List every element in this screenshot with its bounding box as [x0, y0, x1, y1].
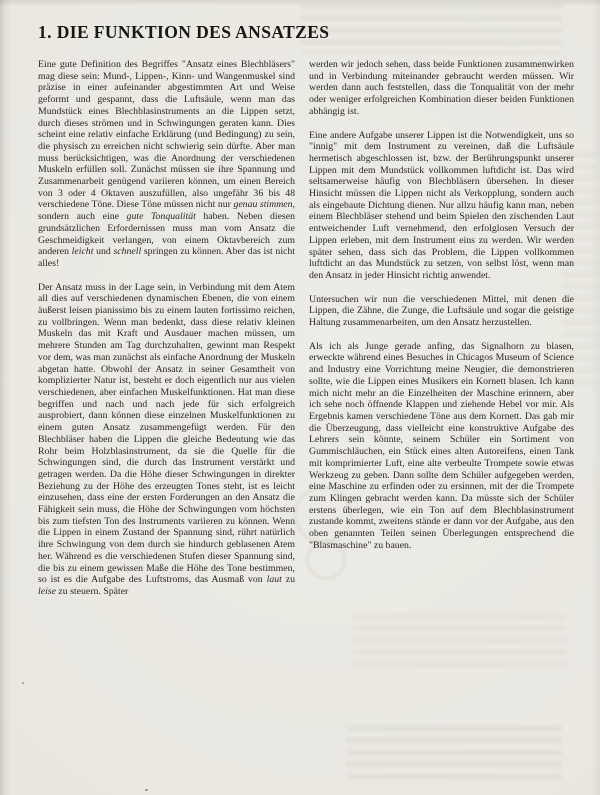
text-run: haben. Neben diesen grundsätzlichen Erfordernissen muss man vom Ansatz die Geschmeidigkeit verlangen, von einem Oktavbereich zum anderen — [38, 211, 295, 258]
scan-speck — [22, 682, 24, 684]
body-paragraph — [309, 294, 574, 329]
two-column-body — [38, 59, 574, 598]
scan-speck — [145, 789, 148, 791]
text-run: Als ich als Junge gerade anfing, das Signalhorn zu blasen, erweckte während eines Besuches in Chicagos Museum of Science and Industry eine Vorrichtung meine Neugier, die demonstrieren sollte, wie die Lippen eines Musikers ein Kornett blasen. Ich kann mich nicht mehr an die Einzelheiten der Maschine erinnern, aber ich sehe noch öffnende Klappen und ziehende Hebel vor mir. Als Ergebnis kamen verschiedene Töne aus dem Kornett. Das gab mir die Überzeugung, dass vielleicht eine konstruktive Aufgabe des Lehrers sein könnte, seinem Schüler ein Sortiment von Gummischläuchen, ein Stück eines alten Autoreifens, einen Tank mit komprimierter Luft, eine alte verbeulte Trompete sowie etwas Werkzeug zu geben. Dann sollte dem Schüler aufgegeben werden, eine Maschine zu erfinden oder zu ersinnen, mit der die Trompete zum Klingen gebracht werden kann. Da müsste sich der Schüler erstens überlegen, wie ein Ton auf dem Blechblasinstrument zustande kommt, zweitens stände er dann vor der Aufgabe, aus den oben genannten Teilen seinen Überlegungen entsprechend die "Blasmaschine" zu bauen. — [309, 340, 574, 551]
text-run: Untersuchen wir nun die verschiedenen Mittel, mit denen die Lippen, die Zähne, die Zunge, die Luftsäule und sogar die geistige Haltung zusammenarbeiten, um den Ansatz herzustellen. — [309, 293, 574, 329]
body-paragraph — [309, 341, 574, 552]
italic-text-run: genau stimmen — [233, 199, 293, 211]
bleedthrough-text-mid-right — [352, 612, 566, 668]
text-run: und — [93, 246, 114, 258]
text-column-left — [38, 59, 295, 598]
text-run: Eine gute Definition des Begriffes "Ansatz eines Blechbläsers" mag diese sein: Mund-, Lippen-, Kinn- und Wangenmuskel sind präzise in einer aufeinander abgestimmten Art und Weise geformt und gespannt, dass die Luftsäule, wenn man das Mundstück eines Blechblasinstruments an die Lippen setzt, durch dieses strömen und in Schwingungen geraten kann. Dies scheint eine relativ einfache Erklärung (und Bedingung) zu sein, die physisch zu erreichen nicht schwierig sein dürfte. Aber man muss berücksichtigen, was die Anordnung der verschiedenen Muskeln erfüllen soll. Zunächst müssen sie ihre Spannung und Zusammenarbeit genügend variieren können, um einen Bereich von 3 oder 4 Oktaven auszufüllen, also ungefähr 36 bis 48 verschiedene Töne. Diese Töne müssen nicht nur — [38, 59, 295, 211]
italic-text-run: leise — [38, 585, 56, 597]
bleedthrough-text-bottom-right — [346, 724, 562, 782]
text-run: Der Ansatz muss in der Lage sein, in Verbindung mit dem Atem all dies auf verschiedenen dynamischen Ebenen, die von einem äußerst leisen pianissimo bis zu einem lauten fortissimo reichen, zu vollbringen. Wenn man bedenkt, dass diese relativ kleinen Muskeln das mit Kraft und Ausdauer machen müssen, um mehrere Stunden am Tag durchzuhalten, gewinnt man Respekt vor dem, was man zunächst als einfache Anordnung der Muskeln abgetan hatte. Obwohl der Ansatz in seiner Gesamtheit von komplizierter Natur ist, besteht er doch eigentlich nur aus vielen verschiedenen, aber einfachen Muskelfunktionen. Hat man diese begriffen und nach und nach jede für sich erfolgreich ausprobiert, dann können diese einzelnen Muskelfunktionen zu einem guten Ansatz zusammengefügt werden. Für den Blechbläser haben die Lippen die gleiche Bedeutung wie das Rohr beim Holzblasinstrument, da sie die Quelle für die Schwingungen sind, die durch das Instrument verstärkt und getragen werden. Da die Höhe dieser Schwingungen in direkter Beziehung zu der Höhe des erzeugten Tones steht, ist es leicht einzusehen, dass eine der ersten Forderungen an den Ansatz die Fähigkeit sein muss, die Höhe der Schwingungen vom höchsten bis zum tiefsten Ton des Instruments variieren zu können. Wenn die Lippen in einem Zustand der Spannung sind, rührt natürlich ihre Schwingung von dem durch sie hindurch geblasenen Atem her. Während es die verschiedenen Stufen dieser Spannung sind, die bis zu einem gewissen Maße die Höhe des Tone bestimmen, so ist es die Aufgabe des Luftstroms, das Ausmaß von — [38, 281, 295, 586]
body-paragraph — [309, 59, 574, 118]
italic-text-run: gute Tonqualität — [126, 211, 196, 223]
text-run: , sondern auch eine — [38, 199, 295, 223]
page-title: 1. DIE FUNKTION DES ANSATZES — [38, 22, 330, 42]
body-paragraph — [38, 282, 295, 598]
text-run: zu — [281, 574, 296, 586]
italic-text-run: leicht — [71, 246, 94, 258]
body-paragraph — [38, 59, 295, 270]
text-run: werden wir jedoch sehen, dass beide Funktionen zusammenwirken und in Verbindung miteinander gebraucht werden müssen. Wir werden dann auch feststellen, dass die Tonqualität von der mehr oder weniger erfolgreichen Kombination dieser beiden Funktionen abhängig ist. — [309, 59, 574, 117]
body-paragraph — [309, 130, 574, 282]
text-run: zu steuern. Später — [55, 585, 129, 597]
text-run: springen zu können. Aber das ist nicht alles! — [38, 246, 296, 269]
italic-text-run: schnell — [113, 246, 142, 258]
text-column-right — [309, 59, 574, 598]
text-run: Eine andere Aufgabe unserer Lippen ist die Notwendigkeit, uns so "innig" mit dem Instrument zu vereinen, daß die Luftsäule hermetisch abgeschlossen ist, bzw. der Berührungspunkt unserer Lippen mit dem Mundstück vollkommen luftdicht ist. Das wird seltsamerweise häufig von Blechbläsern übersehen. In dieser Hinsicht müssen die Lippen nicht als Verkopplung, sondern auch als eingebaute Dichtung dienen. Nur allzu häufig kann man, neben einem Blechbläser stehend und beim Spielen den zischenden Laut entweichender Luft vernehmend, den erfolglosen Versuch der Lippen erleben, mit dem Instrument eins zu werden. Wir werden später sehen, dass sich das Problem, die Lippen vollkommen luftdicht an das Mundstück zu setzen, von selbst löst, wenn man den Ansatz in jeder Hinsicht richtig anwendet. — [309, 129, 574, 281]
italic-text-run: laut — [266, 574, 282, 586]
